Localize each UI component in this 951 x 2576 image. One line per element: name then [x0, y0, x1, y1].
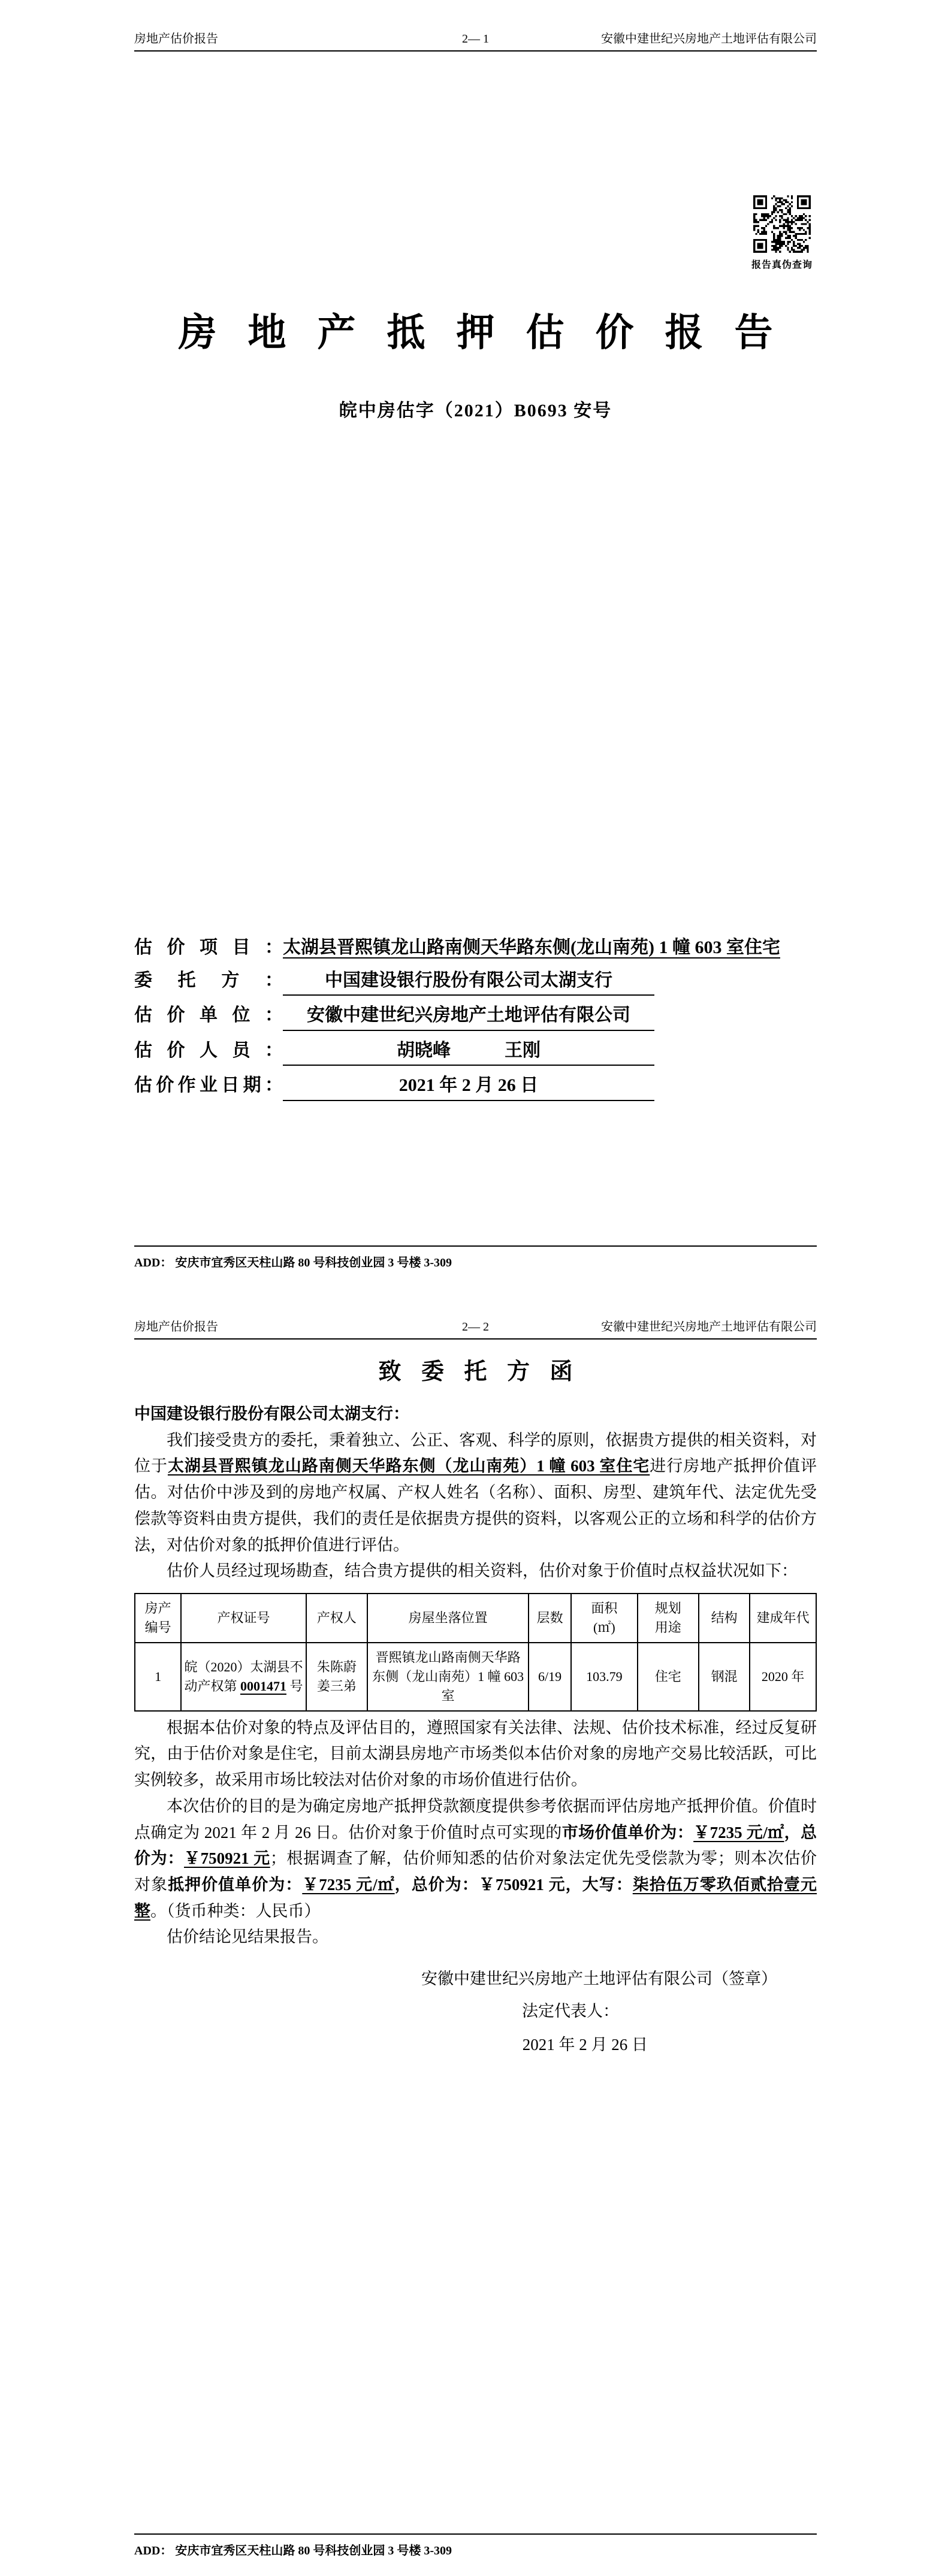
letter-paragraph-1: 我们接受贵方的委托，秉着独立、公正、客观、科学的原则，依据贵方提供的相关资料，对位于太湖县晋熙镇龙山路南侧天华路东侧（龙山南苑）1 幢 603 室住宅进行房地产抵押价值评估。对估价中涉及到的房地产权属、产权人姓名（名称）、面积、房型、建筑年代、法定优先受偿款等资料由贵方提供，我们的责任是依据贵方提供的资料，以客观公正的立场和科学的估价方法，对估价对象的抵押价值进行评估。 [134, 1431, 817, 1554]
cell-property-id: 1 [135, 1643, 181, 1711]
cover-fields [134, 935, 817, 1101]
signature-legal-rep: 法定代表人： [522, 2001, 619, 2020]
letter-title: 致 委 托 方 函 [378, 1359, 580, 1384]
cell-year-built: 2020 年 [750, 1643, 816, 1711]
report-number: 皖中房估字（2021）B0693 安号 [339, 401, 612, 421]
cell-floors: 6/19 [529, 1643, 571, 1711]
page-footer [134, 2533, 817, 2558]
field-agency [134, 1002, 817, 1031]
col-planned-use: 规划 用途 [638, 1594, 699, 1643]
signature-company: 安徽中建世纪兴房地产土地评估有限公司（签章） [421, 1970, 777, 1988]
cell-owner: 朱陈蔚 姜三弟 [306, 1643, 367, 1711]
cell-structure: 钢混 [699, 1643, 750, 1711]
field-appraisers-label: 估价人员： [134, 1040, 283, 1060]
table-header-row [135, 1594, 816, 1643]
cell-planned-use: 住宅 [638, 1643, 699, 1711]
field-client-label: 委托方： [134, 970, 283, 990]
header-doc-type: 房地产估价报告 [134, 1320, 218, 1334]
col-cert-number: 产权证号 [181, 1594, 306, 1643]
col-area: 面积 (㎡) [571, 1594, 638, 1643]
field-project [134, 935, 817, 961]
letter-paragraph-5: 估价结论见结果报告。 [167, 1928, 328, 1946]
letter-paragraph-2: 估价人员经过现场勘查，结合贵方提供的相关资料，估价对象于价值时点权益状况如下： [167, 1562, 798, 1580]
field-appraisers [134, 1038, 817, 1066]
property-table [134, 1593, 817, 1711]
page-header [134, 29, 817, 52]
col-structure: 结构 [699, 1594, 750, 1643]
cell-cert-number: 皖（2020）太湖县不动产权第 0001471 号 [181, 1643, 306, 1711]
col-location: 房屋坐落位置 [367, 1594, 529, 1643]
field-client [134, 967, 817, 996]
qr-verification-block [751, 195, 813, 271]
header-doc-type: 房地产估价报告 [134, 32, 218, 46]
letter-paragraph-3: 根据本估价对象的特点及评估目的，遵照国家有关法律、法规、估价技术标准，经过反复研究，由于估价对象是住宅，目前太湖县房地产市场类似本估价对象的房地产交易比较活跃，可比实例较多，故采用市场比较法对估价对象的市场价值进行估价。 [134, 1718, 817, 1789]
col-property-id: 房产 编号 [135, 1594, 181, 1643]
field-work-date [134, 1072, 817, 1101]
letter-paragraph-4: 本次估价的目的是为确定房地产抵押贷款额度提供参考依据而评估房地产抵押价值。价值时点确定为 2021 年 2 月 26 日。估价对象于价值时点可实现的市场价值单价为：￥7235 元/㎡，总价为：￥750921 元；根据调查了解，估价师知悉的估价对象法定优先受偿款为零；则本次估价对象抵押价值单价为：￥7235 元/㎡，总价为：￥750921 元，大写：柒拾伍万零玖佰贰拾壹元整。（货币种类：人民币） [134, 1797, 817, 1920]
header-company-name: 安徽中建世纪兴房地产土地评估有限公司 [601, 32, 817, 46]
header-page-number: 2— 2 [462, 1320, 489, 1334]
col-owner: 产权人 [306, 1594, 367, 1643]
report-title: 房 地 产 抵 押 估 价 报 告 [178, 312, 784, 354]
cell-location: 晋熙镇龙山路南侧天华路东侧（龙山南苑）1 幢 603 室 [367, 1643, 529, 1711]
col-floors: 层数 [529, 1594, 571, 1643]
letter-salutation: 中国建设银行股份有限公司太湖支行： [134, 1405, 409, 1423]
cell-area: 103.79 [571, 1643, 638, 1711]
qr-code-icon [753, 195, 811, 253]
page-header [134, 1317, 817, 1340]
header-company-name: 安徽中建世纪兴房地产土地评估有限公司 [601, 1320, 817, 1334]
field-work-date-label: 估价作业日期： [134, 1075, 283, 1095]
footer-address: ADD： 安庆市宜秀区天柱山路 80 号科技创业园 3 号楼 3-309 [134, 1256, 452, 1269]
qr-caption: 报告真伪查询 [751, 260, 813, 270]
field-agency-value: 安徽中建世纪兴房地产土地评估有限公司 [283, 1002, 654, 1031]
field-agency-label: 估价单位： [134, 1005, 283, 1025]
field-project-value: 太湖县晋熙镇龙山路南侧天华路东侧(龙山南苑) 1 幢 603 室住宅 [283, 938, 780, 957]
signature-date: 2021 年 2 月 26 日 [522, 2035, 648, 2054]
page-2 [0, 1288, 951, 2576]
header-page-number: 2— 1 [462, 32, 489, 46]
field-project-label: 估价项目： [134, 938, 283, 957]
table-row [135, 1643, 816, 1711]
field-client-value: 中国建设银行股份有限公司太湖支行 [283, 967, 654, 996]
field-work-date-value: 2021 年 2 月 26 日 [283, 1072, 654, 1101]
field-appraisers-value: 胡晓峰 王刚 [283, 1038, 654, 1066]
letter-body [134, 1401, 817, 2058]
footer-address: ADD： 安庆市宜秀区天柱山路 80 号科技创业园 3 号楼 3-309 [134, 2544, 452, 2557]
page-footer [134, 1245, 817, 1270]
col-year-built: 建成年代 [750, 1594, 816, 1643]
